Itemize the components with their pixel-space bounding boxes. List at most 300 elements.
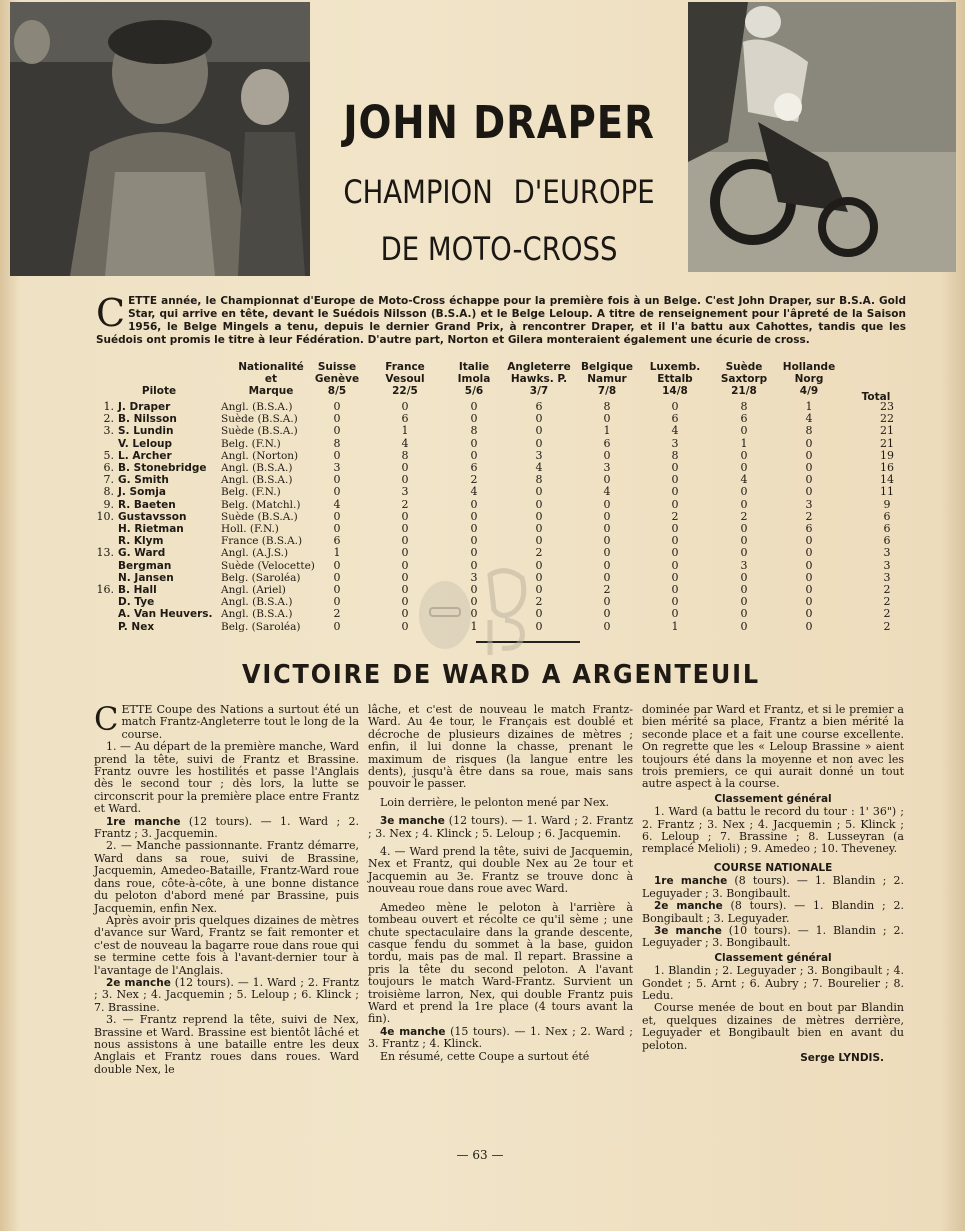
heading-classement-general: Classement général (714, 792, 832, 805)
header-race-2-l1: France (385, 361, 425, 373)
header-block (312, 8, 686, 276)
table-row (96, 413, 906, 425)
row-pilot-name: V. Leloup (118, 437, 173, 450)
header-total: Total (861, 391, 891, 403)
row-points: 0 (401, 400, 409, 413)
table-row (96, 535, 906, 547)
header-race-4-l2: Hawks. P. (510, 373, 568, 385)
row-points: 0 (740, 607, 748, 621)
row-points: 0 (535, 412, 543, 426)
row-points: 0 (535, 558, 543, 572)
row-points: 0 (740, 546, 748, 560)
row-points: 0 (401, 546, 409, 560)
intro-dropcap: C (96, 291, 126, 335)
row-points: 0 (333, 558, 341, 572)
collector-stamp (410, 560, 550, 670)
header-race-1 (305, 361, 369, 397)
row-total: 22 (880, 412, 894, 426)
nationale-manche2-label: 2e manche (654, 900, 723, 913)
row-points: 0 (671, 558, 679, 572)
table-row (96, 462, 906, 474)
row-total: 6 (883, 522, 891, 535)
col1-p4: Après avoir pris quelques dizaines de mètres d'avance sur Ward, Frantz se fait remonter et c'est de nouveau la bagarre roue dans roue qui se termine cette fois à l'avant-dernier tour à l'avantage de l'Anglais. (94, 913, 359, 977)
row-points: 0 (470, 583, 478, 596)
row-points: 8 (805, 424, 813, 438)
row-points: 0 (333, 485, 341, 499)
header-race-7-l3: 21/8 (731, 385, 757, 397)
row-points: 6 (805, 522, 813, 535)
row-pilot-name: B. Nilsson (118, 413, 177, 426)
row-points: 1 (805, 400, 813, 413)
row-points: 3 (535, 448, 543, 462)
header-race-6-l1: Luxemb. (649, 361, 701, 373)
row-pilot-name: B. Hall (118, 584, 157, 596)
row-points: 0 (805, 485, 813, 499)
row-rank: 10. (96, 509, 114, 523)
row-rank: 9. (103, 497, 114, 511)
col2-p2: Loin derrière, le pelonton mené par Nex. (380, 795, 610, 809)
row-points: 6 (603, 436, 611, 450)
nationale-manche3-result: (10 tours). — 1. Blandin ; 2. Leguyader ; 3. Bongibault. (642, 923, 905, 950)
row-points: 0 (470, 595, 478, 609)
row-nationality: Angl. (B.S.A.) (221, 462, 293, 474)
row-total: 3 (883, 570, 891, 584)
row-nationality: Belg. (F.N.) (221, 486, 281, 499)
row-points: 0 (805, 546, 813, 560)
article-column-1 (94, 700, 360, 1076)
nationale-manche2-result: (8 tours). — 1. Blandin ; 2. Bongibault ; 3. Leguyader. (642, 899, 905, 925)
heading-course-nationale: COURSE NATIONALE (713, 861, 833, 874)
row-points: 0 (671, 522, 679, 535)
photo-john-draper (10, 2, 310, 276)
row-points: 0 (401, 522, 409, 535)
row-points: 0 (671, 570, 679, 584)
header-race-6-l3: 14/8 (662, 385, 688, 397)
row-total: 11 (880, 485, 894, 499)
row-pilot-name: S. Lundin (118, 425, 174, 438)
row-points: 0 (535, 534, 543, 548)
row-nationality: Suède (B.S.A.) (221, 413, 298, 426)
page-title: JOHN DRAPER (343, 96, 655, 149)
row-points: 0 (805, 570, 813, 584)
row-points: 0 (535, 436, 543, 450)
header-race-2 (373, 361, 437, 397)
row-points: 0 (671, 534, 679, 548)
row-points: 3 (470, 570, 478, 584)
row-points: 0 (740, 583, 748, 596)
row-nationality: Angl. (B.S.A.) (221, 596, 293, 609)
row-points: 0 (333, 509, 341, 523)
row-points: 8 (333, 436, 341, 450)
nationale-manche3-label: 3e manche (654, 924, 722, 937)
row-nationality: Angl. (Norton) (221, 449, 299, 462)
row-points: 0 (805, 436, 813, 450)
col2-manche4-result: (15 tours). — 1. Nex ; 2. Ward ; 3. Frantz ; 4. Klinck. (368, 1024, 634, 1051)
header-race-3-l1: Italie (458, 361, 490, 373)
row-nationality: Belg. (Saroléa) (221, 571, 301, 584)
row-rank: 16. (96, 583, 114, 596)
row-pilot-name: J. Draper (118, 401, 171, 413)
subtitle-line2: DE MOTO-CROSS (380, 230, 618, 268)
row-points: 0 (671, 400, 679, 413)
row-points: 2 (470, 473, 478, 487)
row-total: 14 (880, 473, 894, 487)
header-race-5-l3: 7/8 (597, 385, 617, 397)
row-points: 0 (401, 583, 409, 596)
header-race-1-l2: Genève (314, 373, 360, 385)
row-points: 0 (740, 448, 748, 462)
row-points: 0 (603, 473, 611, 487)
row-points: 0 (740, 497, 748, 511)
row-points: 0 (740, 461, 748, 474)
row-points: 8 (470, 424, 478, 438)
row-nationality: Suède (Velocette) (221, 559, 315, 572)
header-nat-line2: et (264, 373, 278, 385)
row-nationality: Angl. (B.S.A.) (221, 608, 293, 621)
row-points: 0 (671, 595, 679, 609)
col1-manche1-result: (12 tours). — 1. Ward ; 2. Frantz ; 3. Jacquemin. (94, 814, 359, 841)
header-nat-line3: Marque (248, 385, 294, 397)
row-points: 0 (333, 619, 341, 633)
row-nationality: Suède (B.S.A.) (221, 510, 298, 523)
row-points: 0 (401, 509, 409, 523)
article-title: VICTOIRE DE WARD A ARGENTEUIL (242, 660, 760, 690)
row-pilot-name: R. Klym (118, 535, 164, 548)
row-points: 0 (740, 485, 748, 499)
row-points: 2 (740, 509, 748, 523)
row-points: 8 (401, 448, 409, 462)
row-rank: 5. (103, 448, 114, 462)
table-row (96, 401, 906, 413)
row-points: 4 (603, 485, 611, 499)
subtitle-line1: CHAMPION D'EUROPE (343, 173, 655, 211)
row-points: 0 (333, 412, 341, 426)
row-pilot-name: R. Baeten (118, 498, 176, 511)
row-points: 2 (805, 509, 813, 523)
row-points: 0 (805, 461, 813, 474)
row-rank: 13. (96, 546, 114, 560)
row-points: 8 (535, 473, 543, 487)
row-nationality: Belg. (Matchl.) (221, 498, 301, 511)
col3-closing-paragraph: Course menée de bout en bout par Blandin et, quelques dizaines de mètres derrière, Leguyader et Bongibault bien en avant du peloton. (642, 1001, 904, 1052)
col3-general-results: 1. Ward (a battu le record du tour : 1' 36") ; 2. Frantz ; 3. Nex ; 4. Jacquemin ; 5. Klinck ; 6. Leloup ; 7. Brassine ; 8. Lusseyran (a remplacé Melioli) ; 9. Amedeo ; 10. Theveney. (642, 805, 904, 856)
row-points: 0 (470, 522, 478, 535)
row-total: 16 (880, 461, 894, 474)
row-points: 0 (603, 497, 611, 511)
article-column-3 (642, 704, 904, 1064)
row-points: 0 (470, 400, 478, 413)
row-points: 4 (333, 497, 341, 511)
heading-classement-general-2: Classement général (714, 951, 832, 964)
row-points: 0 (535, 619, 543, 633)
col2-p3: 4. — Ward prend la tête, suivi de Jacquemin, Nex et Frantz, qui double Nex au 2e tour et Jacquemin au 3e. Frantz se trouve donc à nouveau roue dans roue avec Ward. (368, 845, 633, 896)
intro-paragraph (96, 291, 906, 347)
row-points: 0 (805, 448, 813, 462)
photo-motocross-rider (688, 2, 956, 272)
header-race-7 (713, 361, 775, 397)
row-rank: 6. (103, 461, 114, 474)
row-points: 0 (603, 509, 611, 523)
row-points: 0 (333, 448, 341, 462)
row-points: 0 (535, 570, 543, 584)
row-points: 0 (470, 546, 478, 560)
col2-p1: lâche, et c'est de nouveau le match Frantz-Ward. Au 4e tour, le Français est doublé et décroche de plusieurs dizaines de mètres ; enfin, il lui donne la chasse, prenant le maximum de risques (la langue entre les dents), jusqu'à être dans sa roue, mais sans pouvoir le passer. (368, 703, 633, 791)
header-race-5-l2: Namur (587, 373, 627, 385)
row-total: 2 (883, 583, 891, 596)
row-points: 3 (740, 558, 748, 572)
col1-p2: 1. — Au départ de la première manche, Ward prend la tête, suivi de Frantz et Brassine. Frantz ouvre les hostilités et passe l'Anglais dès le second tour ; dès lors, la lutte se circonscrit pour la première place entre Frantz et Ward. (94, 740, 359, 816)
row-total: 2 (883, 607, 891, 621)
row-points: 0 (805, 558, 813, 572)
row-points: 0 (603, 522, 611, 535)
row-points: 0 (671, 497, 679, 511)
header-race-4-l3: 3/7 (529, 385, 549, 397)
row-points: 4 (470, 485, 478, 499)
nationale-manche1-result: (8 tours). — 1. Blandin ; 2. Leguyader ; 3. Bongibault. (642, 874, 904, 900)
row-points: 0 (740, 570, 748, 584)
col3-p1: dominée par Ward et Frantz, et si le premier a bien mérité sa place, Frantz a bien mérité la seconde place et a fait une course excellente. On regrette que les « Leloup Brassine » aient toujours été dans la moyenne et non avec les trois premiers, ce qui aurait donné un tout autre aspect à la course. (642, 703, 904, 791)
row-points: 6 (333, 534, 341, 548)
row-points: 1 (603, 424, 611, 438)
row-points: 0 (603, 570, 611, 584)
row-rank: 8. (103, 485, 114, 499)
row-points: 0 (333, 570, 341, 584)
row-points: 0 (671, 473, 679, 487)
header-race-8-l2: Norg (794, 373, 824, 385)
row-points: 0 (603, 448, 611, 462)
row-points: 0 (671, 485, 679, 499)
row-pilot-name: H. Rietman (118, 523, 184, 535)
row-points: 6 (401, 412, 409, 426)
row-nationality: Angl. (B.S.A.) (221, 474, 293, 487)
table-row (96, 499, 906, 511)
row-points: 3 (671, 436, 679, 450)
row-total: 21 (880, 424, 894, 438)
row-points: 0 (671, 607, 679, 621)
row-nationality: Angl. (B.S.A.) (221, 401, 293, 413)
table-row (96, 450, 906, 462)
row-points: 1 (333, 546, 341, 560)
table-row (96, 474, 906, 486)
row-points: 0 (333, 522, 341, 535)
row-points: 0 (333, 595, 341, 609)
row-points: 8 (671, 448, 679, 462)
row-points: 0 (740, 619, 748, 633)
row-points: 0 (401, 473, 409, 487)
row-points: 0 (470, 558, 478, 572)
table-row (96, 438, 906, 450)
row-rank: 3. (103, 424, 114, 438)
row-points: 1 (671, 619, 679, 633)
row-points: 0 (470, 607, 478, 621)
row-points: 2 (333, 607, 341, 621)
row-points: 0 (401, 570, 409, 584)
row-points: 0 (805, 473, 813, 487)
row-pilot-name: G. Smith (118, 474, 169, 487)
row-points: 0 (535, 607, 543, 621)
table-row (96, 425, 906, 437)
row-nationality: Holl. (F.N.) (221, 523, 279, 535)
row-points: 0 (671, 546, 679, 560)
col2-p4: Amedeo mène le peloton à l'arrière à tombeau ouvert et récolte ce qu'il sème ; une chute spectaculaire dans la grande descente, casque fendu du sommet à la base, guidon tordu, mais pas de mal. Il repart. Brassine a pris la tête du second peloton. A l'avant toujours le match Ward-Frantz. Survient un troisième larron, Nex, qui double Frantz puis Ward et prend la 1re place (4 tours avant la fin). (368, 900, 633, 1026)
col3-general2-results: 1. Blandin ; 2. Leguyader ; 3. Bongibault ; 4. Gondet ; 5. Arnt ; 6. Aubry ; 7. Bourelier ; 8. Ledu. (642, 964, 904, 1002)
row-pilot-name: Gustavsson (118, 510, 187, 523)
row-nationality: Belg. (Saroléa) (221, 620, 301, 633)
col1-manche2-label: 2e manche (106, 976, 171, 989)
row-pilot-name: Bergman (118, 559, 172, 572)
row-points: 0 (401, 534, 409, 548)
table-row (96, 523, 906, 535)
row-points: 0 (805, 607, 813, 621)
row-points: 0 (671, 461, 679, 474)
row-points: 0 (333, 473, 341, 487)
row-points: 0 (535, 485, 543, 499)
row-points: 0 (333, 400, 341, 413)
row-total: 2 (883, 619, 891, 633)
table-row (96, 547, 906, 559)
row-points: 0 (401, 619, 409, 633)
row-points: 1 (401, 424, 409, 438)
row-points: 3 (401, 485, 409, 499)
row-points: 3 (603, 461, 611, 474)
col1-p3: 2. — Manche passionnante. Frantz démarre, Ward dans sa roue, suivi de Brassine, Jacquemin, Amedeo-Bataille, Frantz-Ward roue dans roue, côte-à-côte, à une bonne distance du peloton d'abord mené par Brassine, puis Jacquemin, enfin Nex. (94, 839, 359, 915)
row-total: 6 (883, 509, 891, 523)
row-points: 0 (470, 448, 478, 462)
article-dropcap: C (94, 700, 119, 738)
row-points: 0 (401, 607, 409, 621)
table-row (96, 486, 906, 498)
row-points: 0 (535, 424, 543, 438)
row-points: 0 (740, 534, 748, 548)
row-pilot-name: N. Jansen (118, 571, 174, 584)
row-points: 0 (401, 595, 409, 609)
col2-manche3-result: (12 tours). — 1. Ward ; 2. Frantz ; 3. Nex ; 4. Klinck ; 5. Leloup ; 6. Jacquemin. (368, 814, 634, 840)
row-points: 0 (740, 522, 748, 535)
header-race-4 (503, 361, 575, 397)
row-points: 0 (535, 583, 543, 596)
header-race-4-l1: Angleterre (507, 361, 571, 373)
row-points: 0 (535, 509, 543, 523)
row-points: 0 (470, 436, 478, 450)
header-race-3 (447, 361, 501, 397)
row-points: 2 (535, 546, 543, 560)
col1-p1: ETTE Coupe des Nations a surtout été un match Frantz-Angleterre tout le long de la course. (121, 703, 359, 741)
row-rank: 2. (103, 412, 114, 426)
row-nationality: Angl. (A.J.S.) (221, 547, 289, 560)
row-points: 0 (603, 546, 611, 560)
header-pilote: Pilote (141, 385, 177, 397)
row-total: 3 (883, 546, 891, 560)
row-points: 2 (535, 595, 543, 609)
row-points: 1 (740, 436, 748, 450)
header-race-1-l3: 8/5 (327, 385, 347, 397)
row-points: 4 (671, 424, 679, 438)
row-points: 6 (470, 461, 478, 474)
row-points: 0 (603, 619, 611, 633)
row-points: 0 (470, 412, 478, 426)
row-points: 2 (603, 583, 611, 596)
header-race-2-l3: 22/5 (392, 385, 418, 397)
col2-manche3-label: 3e manche (380, 815, 445, 828)
row-points: 2 (401, 497, 409, 511)
row-points: 0 (805, 619, 813, 633)
col2-p5: En résumé, cette Coupe a surtout été (380, 1049, 590, 1063)
row-points: 8 (603, 400, 611, 413)
row-points: 0 (805, 534, 813, 548)
row-total: 6 (883, 534, 891, 548)
row-total: 9 (883, 497, 891, 511)
row-pilot-name: P. Nex (118, 620, 155, 633)
row-points: 0 (603, 558, 611, 572)
row-nationality: Belg. (F.N.) (221, 437, 281, 450)
col2-manche4-label: 4e manche (380, 1025, 446, 1038)
header-race-7-l1: Suède (725, 361, 763, 373)
header-race-2-l2: Vesoul (385, 373, 425, 385)
row-points: 0 (401, 558, 409, 572)
row-total: 19 (880, 448, 894, 462)
page-number: — 63 — (456, 1148, 504, 1162)
row-pilot-name: D. Tye (118, 596, 155, 609)
row-points: 4 (401, 436, 409, 450)
row-pilot-name: J. Somja (118, 486, 166, 499)
nationale-manche1-label: 1re manche (654, 875, 728, 888)
col1-p5: 3. — Frantz reprend la tête, suivi de Nex, Brassine et Ward. Brassine est bientôt lâché et nous assistons à une bataille entre les deux Anglais et Frantz roues dans roues. Ward double Nex, le (94, 1013, 359, 1076)
row-total: 23 (880, 400, 894, 413)
row-points: 0 (470, 509, 478, 523)
row-nationality: Angl. (Ariel) (221, 584, 286, 596)
row-total: 21 (880, 436, 894, 450)
header-nat-line1: Nationalité (238, 361, 304, 373)
row-points: 8 (740, 400, 748, 413)
row-rank: 7. (103, 473, 114, 487)
row-points: 0 (671, 583, 679, 596)
col1-manche1-label: 1re manche (106, 815, 181, 828)
row-points: 0 (740, 595, 748, 609)
header-race-8 (778, 361, 840, 397)
row-points: 4 (805, 412, 813, 426)
row-total: 2 (883, 595, 891, 609)
row-pilot-name: L. Archer (118, 449, 172, 462)
header-race-3-l2: Imola (457, 373, 491, 385)
header-race-5-l1: Belgique (581, 361, 633, 373)
row-pilot-name: G. Ward (118, 547, 166, 560)
header-race-5 (576, 361, 638, 397)
row-pilot-name: A. Van Heuvers. (118, 608, 213, 621)
row-points: 6 (671, 412, 679, 426)
header-race-1-l1: Suisse (317, 361, 357, 373)
row-nationality: France (B.S.A.) (221, 535, 303, 548)
row-points: 0 (805, 583, 813, 596)
row-points: 0 (470, 497, 478, 511)
row-points: 0 (603, 412, 611, 426)
header-race-6-l2: Ettalb (657, 373, 693, 385)
table-row (96, 511, 906, 523)
header-race-3-l3: 5/6 (464, 385, 484, 397)
header-race-8-l1: Hollande (782, 361, 836, 373)
row-points: 3 (333, 461, 341, 474)
intro-text: ETTE année, le Championnat d'Europe de Moto-Cross échappe pour la première fois à un Belge. C'est John Draper, sur B.S.A. Gold Star, qui arrive en tête, devant le Suédois Nilsson (B.S.A.) et le Belge Leloup. A titre de renseignement pour l'âpreté de la Saison 1956, le Belge Mingels a tenu, depuis le dernier Grand Prix, à rencontrer Draper, et il l'a battu aux Cahottes, tandis que les Suédois ont promis le titre à leur Fédération. D'autre part, Norton et Gilera monteraient également une écurie de cross. (96, 295, 906, 346)
row-points: 0 (333, 424, 341, 438)
header-race-8-l3: 4/9 (799, 385, 819, 397)
row-total: 3 (883, 558, 891, 572)
article-column-2 (368, 704, 633, 1063)
row-points: 0 (603, 534, 611, 548)
row-points: 0 (603, 607, 611, 621)
row-nationality: Suède (B.S.A.) (221, 425, 298, 438)
row-pilot-name: B. Stonebridge (118, 462, 207, 474)
row-rank: 1. (103, 400, 114, 413)
row-points: 4 (740, 473, 748, 487)
